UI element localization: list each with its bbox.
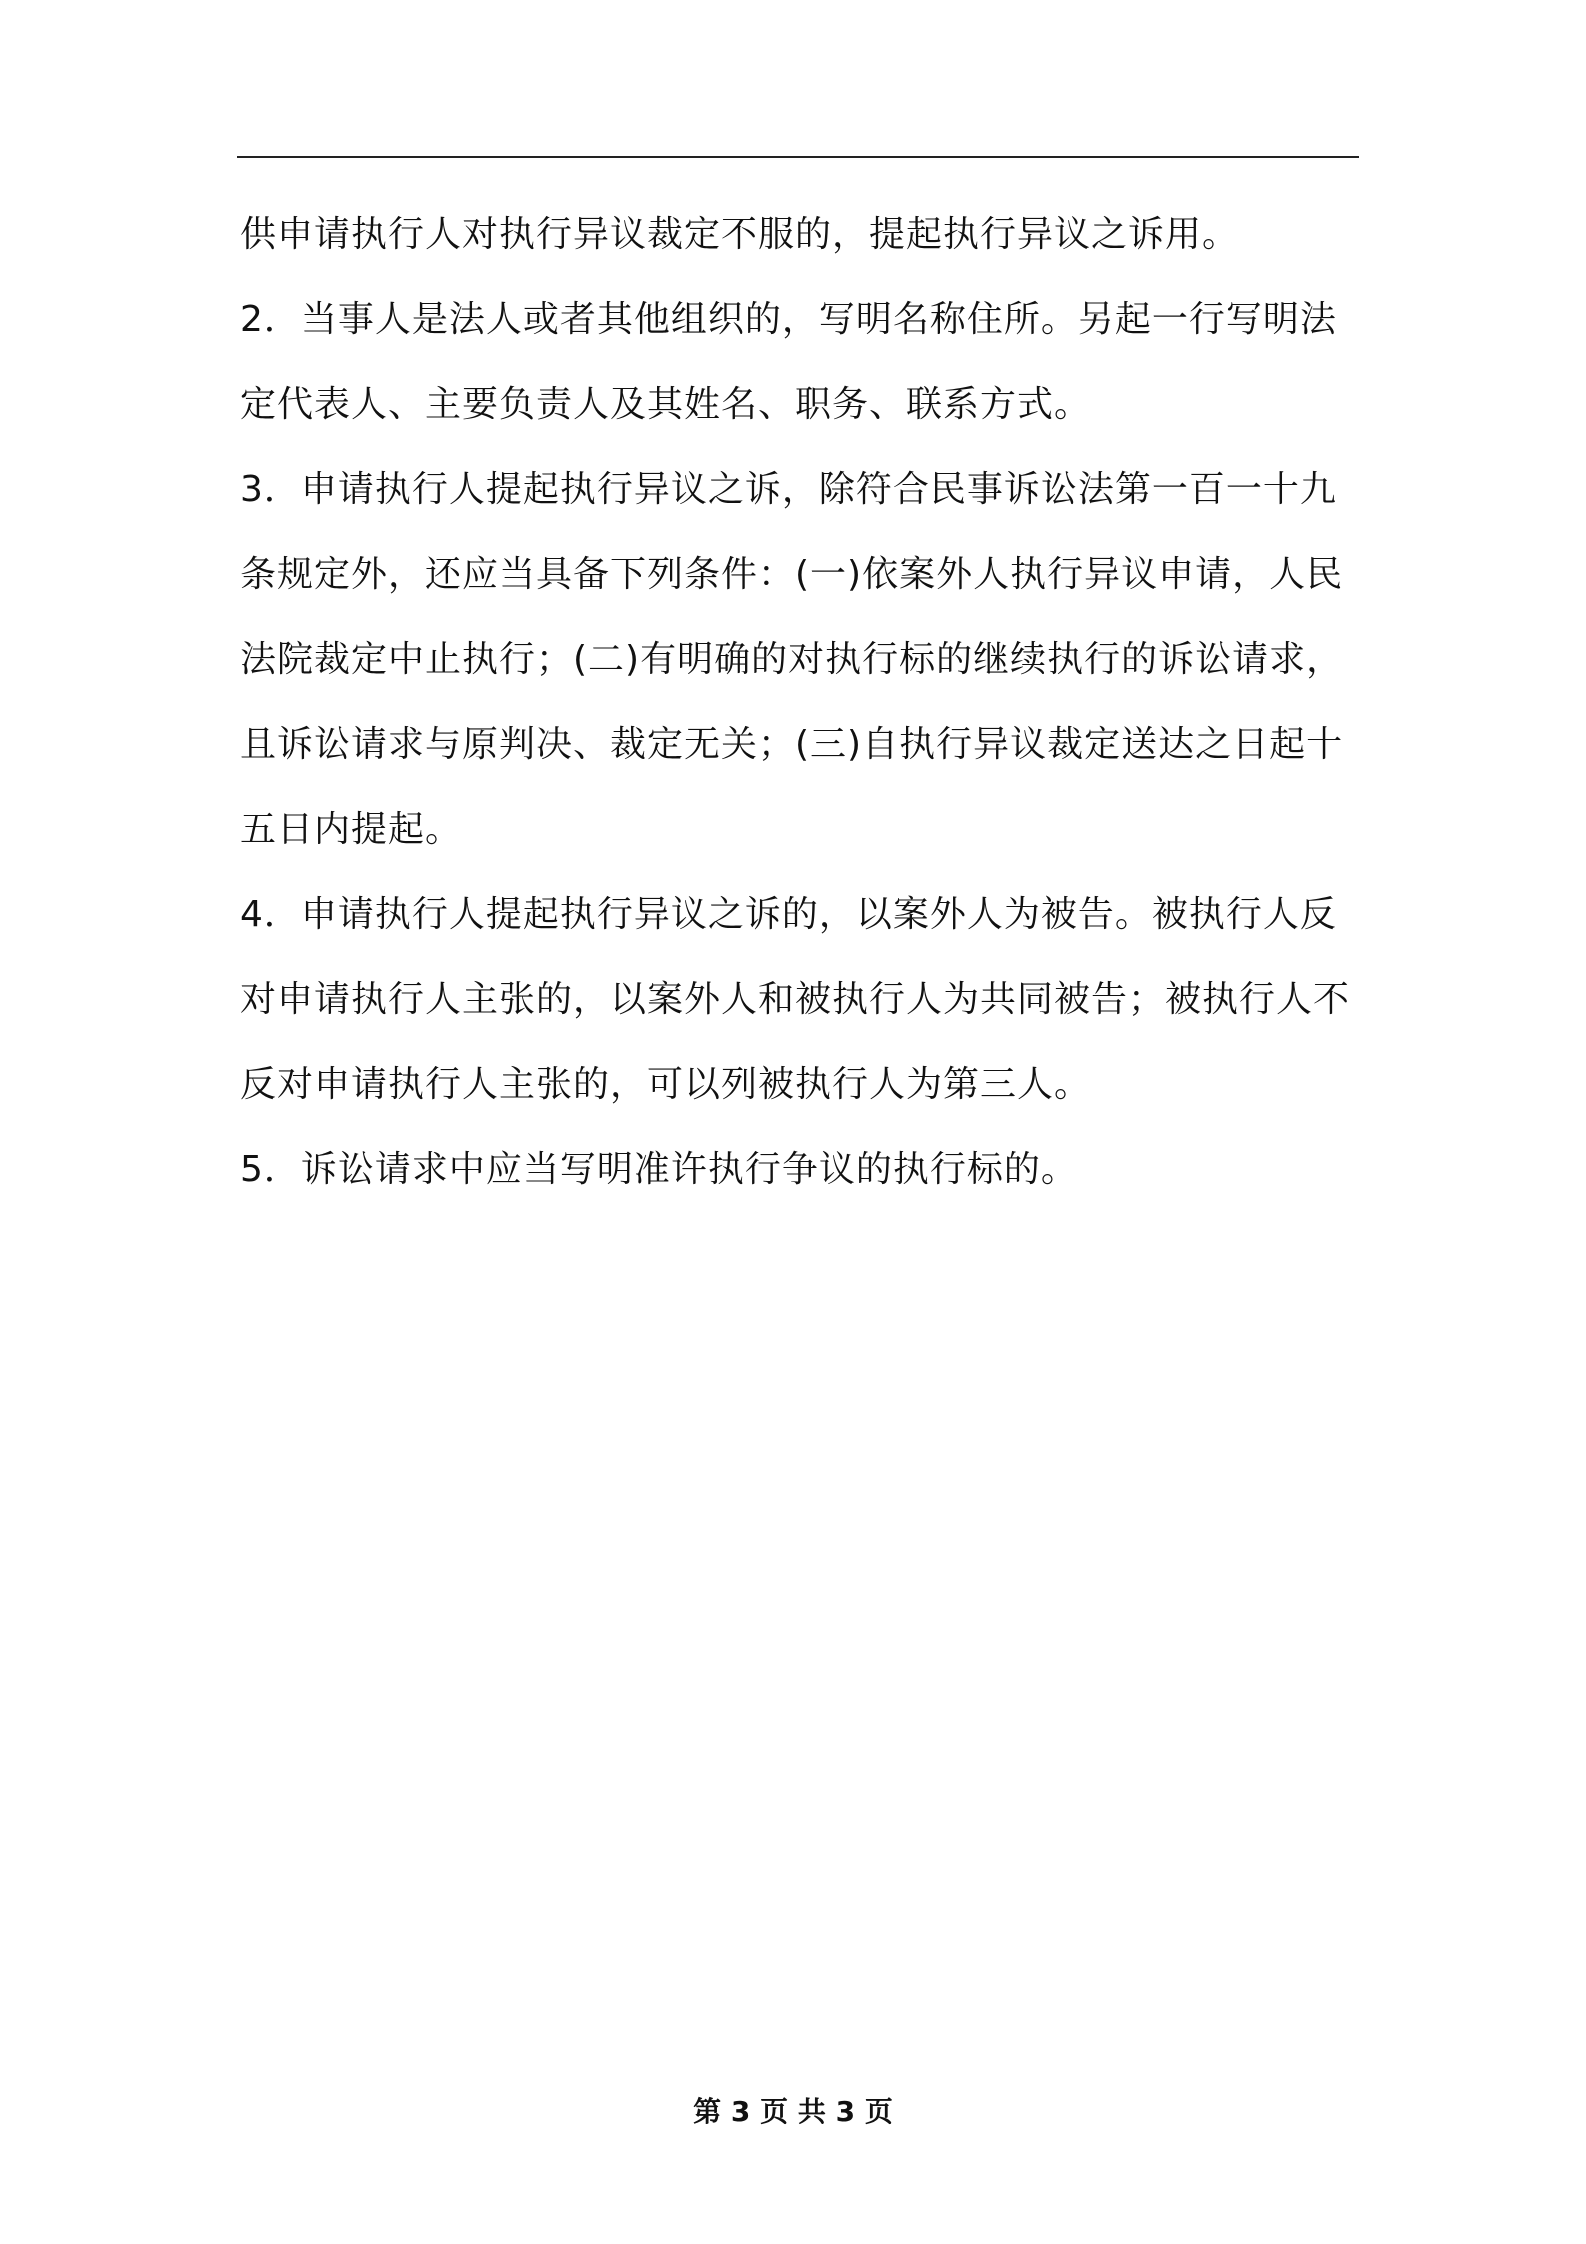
text-line: 3．申请执行人提起执行异议之诉，除符合民事诉讼法第一百一十九 [240,469,1337,510]
text-line: 反对申请执行人主张的，可以列被执行人为第三人。 [240,1064,1092,1105]
text-line: 五日内提起。 [240,809,463,850]
text-line: 条规定外，还应当具备下列条件：(一)依案外人执行异议申请，人民 [240,554,1344,595]
text-line: 定代表人、主要负责人及其姓名、职务、联系方式。 [240,384,1092,425]
document-body [240,192,1362,1212]
text-line: 4．申请执行人提起执行异议之诉的，以案外人为被告。被执行人反 [240,894,1337,935]
text-line: 法院裁定中止执行；(二)有明确的对执行标的继续执行的诉讼请求， [240,639,1344,680]
page-footer: 第 3 页 共 3 页 [693,2095,893,2128]
text-line: 对申请执行人主张的，以案外人和被执行人为共同被告；被执行人不 [240,979,1351,1020]
text-line: 5．诉讼请求中应当写明准许执行争议的执行标的。 [240,1149,1078,1190]
text-line: 2．当事人是法人或者其他组织的，写明名称住所。另起一行写明法 [240,299,1337,340]
text-line: 供申请执行人对执行异议裁定不服的，提起执行异议之诉用。 [240,214,1240,255]
header-rule [237,156,1359,158]
text-line: 且诉讼请求与原判决、裁定无关；(三)自执行异议裁定送达之日起十 [240,724,1344,765]
